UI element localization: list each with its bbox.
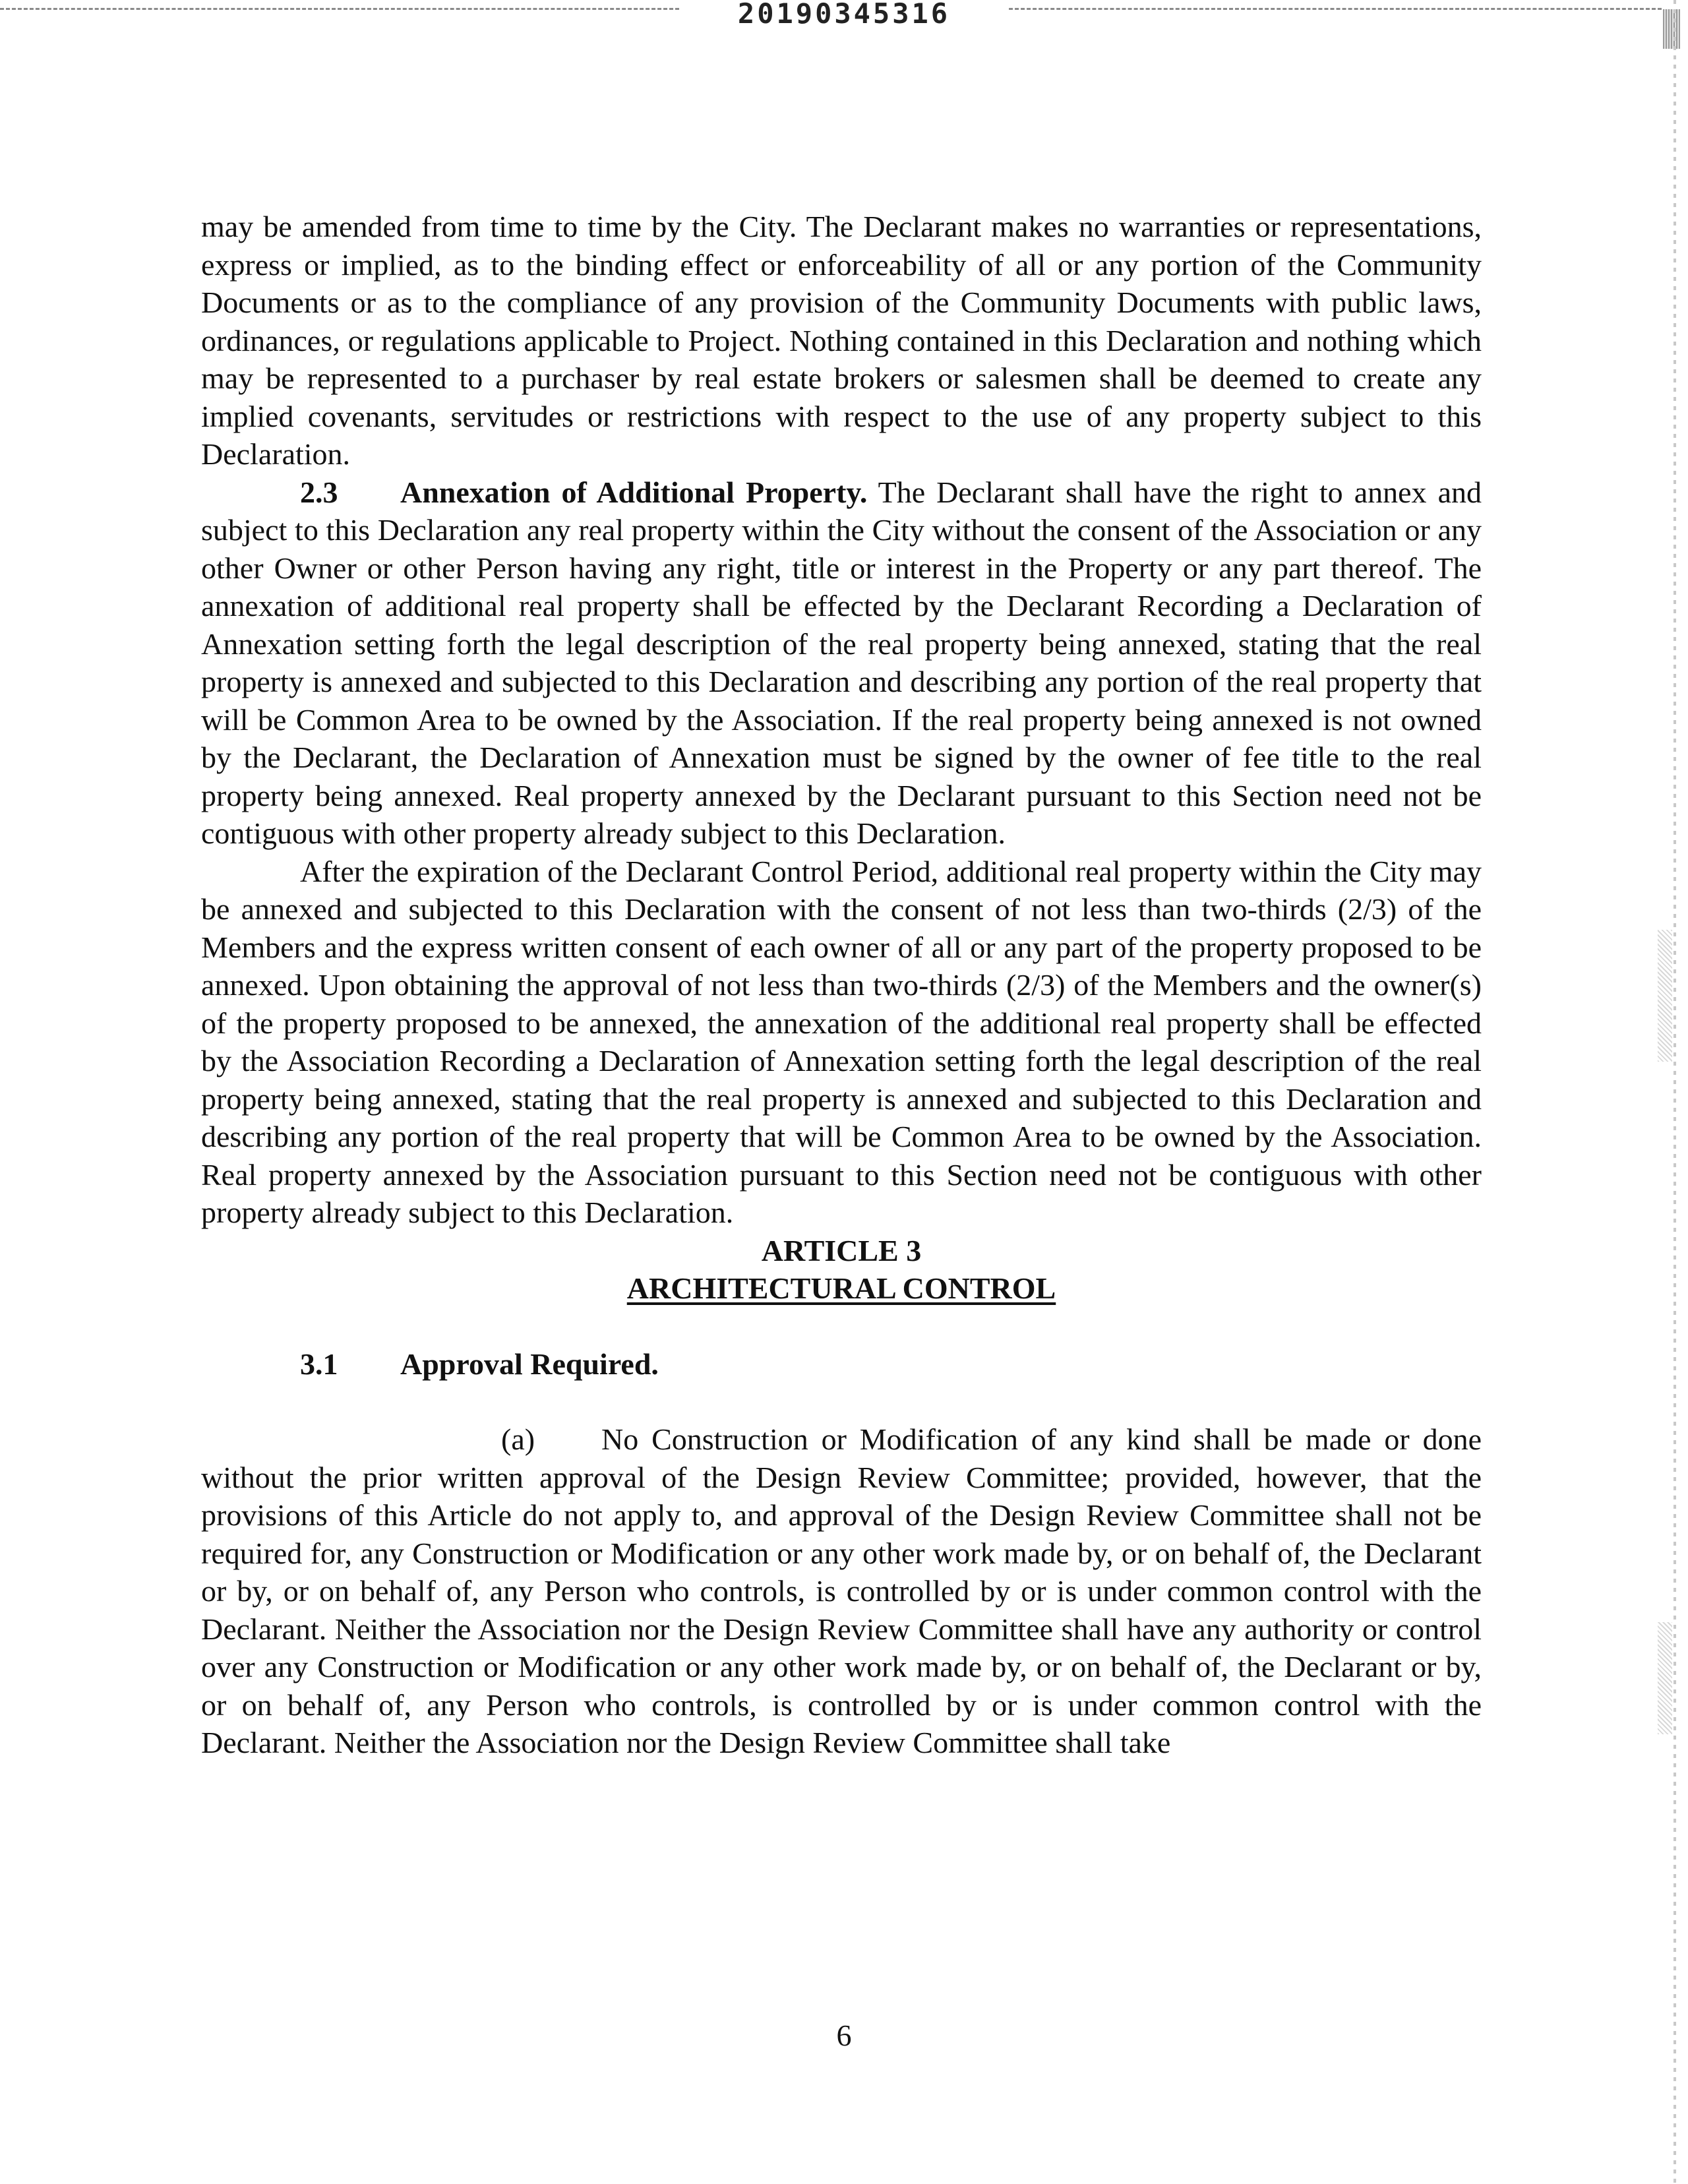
article-heading [201, 1232, 1482, 1308]
scan-header-rule-left [0, 8, 679, 10]
subsection-a-paragraph [201, 1420, 1482, 1762]
section-title: Approval Required. [400, 1347, 659, 1381]
section-3-1-heading [300, 1345, 1482, 1383]
annexation-after-control-paragraph: After the expiration of the Declarant Control Period, additional real property within the City may be annexed and subjected to this Declaration with the consent of not less than two-thirds (2/3) of the Members and the express written consent of each owner of all or any part of the property proposed to be annexed. Upon obtaining the approval of not less than two-thirds (2/3) of the Members and the owner(s) of the property proposed to be annexed, the annexation of the additional real property shall be effected by the Association Recording a Declaration of Annexation setting forth the legal description of the real property being annexed, stating that the real property is annexed and subjected to this Declaration and describing any portion of the real property that will be Common Area to be owned by the Association. Real property annexed by the Association pursuant to this Section need not be contiguous with other property already subject to this Declaration. [201, 854, 1482, 1229]
scan-corner-mark [1663, 9, 1680, 49]
section-number: 3.1 [300, 1347, 338, 1381]
scan-noise-mark [1658, 930, 1672, 1062]
article-label: ARTICLE 3 [761, 1233, 922, 1267]
article-title: ARCHITECTURAL CONTROL [626, 1271, 1056, 1305]
document-number: 20190345316 [737, 0, 951, 30]
page-number: 6 [836, 2018, 852, 2052]
section-2-3-paragraph [201, 473, 1482, 853]
document-body [201, 208, 1482, 1762]
section-text: The Declarant shall have the right to annex and subject to this Declaration any real property within the City without the consent of the Association or any other Owner or other Person having any right, title or interest in the Property or any part thereof. The annexation of additional real property shall be effected by the Declarant Recording a Declaration of Annexation setting forth the legal description of the real property being annexed, stating that the real property is annexed and subjected to this Declaration and describing any portion of the real property that will be Common Area to be owned by the Association. If the real property being annexed is not owned by the Declarant, the Declaration of Annexation must be signed by the owner of fee title to the real property being annexed. Real property annexed by the Declarant pursuant to this Section need not be contiguous with other property already subject to this Declaration. [201, 475, 1482, 850]
scan-page-edge [1673, 0, 1676, 2184]
scan-noise-mark [1658, 1622, 1672, 1734]
subsection-label: (a) [501, 1422, 535, 1456]
subsection-text: No Construction or Modification of any kind shall be made or done without the prior written approval of the Design Review Committee; provided, however, that the provisions of this Article do not apply to, and approval of the Design Review Committee shall not be required for, any Construction or Modification or any other work made by, or on behalf of, the Declarant or by, or on behalf of, any Person who controls, is controlled by or is under common control with the Declarant. Neither the Association nor the Design Review Committee shall have any authority or control over any Construction or Modification or any other work made by, or on behalf of, the Declarant or by, or on behalf of, any Person who controls, is controlled by or is under common control with the Declarant. Neither the Association nor the Design Review Committee shall take [201, 1422, 1482, 1759]
continued-paragraph: may be amended from time to time by the City. The Declarant makes no warranties or representations, express or implied, as to the binding effect or enforceability of all or any portion of the Community Documents or as to the compliance of any provision of the Community Documents with public laws, ordinances, or regulations applicable to Project. Nothing contained in this Declaration and nothing which may be represented to a purchaser by real estate brokers or salesmen shall be deemed to create any implied covenants, servitudes or restrictions with respect to the use of any property subject to this Declaration. [201, 210, 1482, 471]
section-number: 2.3 [300, 475, 338, 509]
section-title: Annexation of Additional Property. [400, 475, 868, 509]
scan-header-rule-right [1009, 8, 1662, 10]
